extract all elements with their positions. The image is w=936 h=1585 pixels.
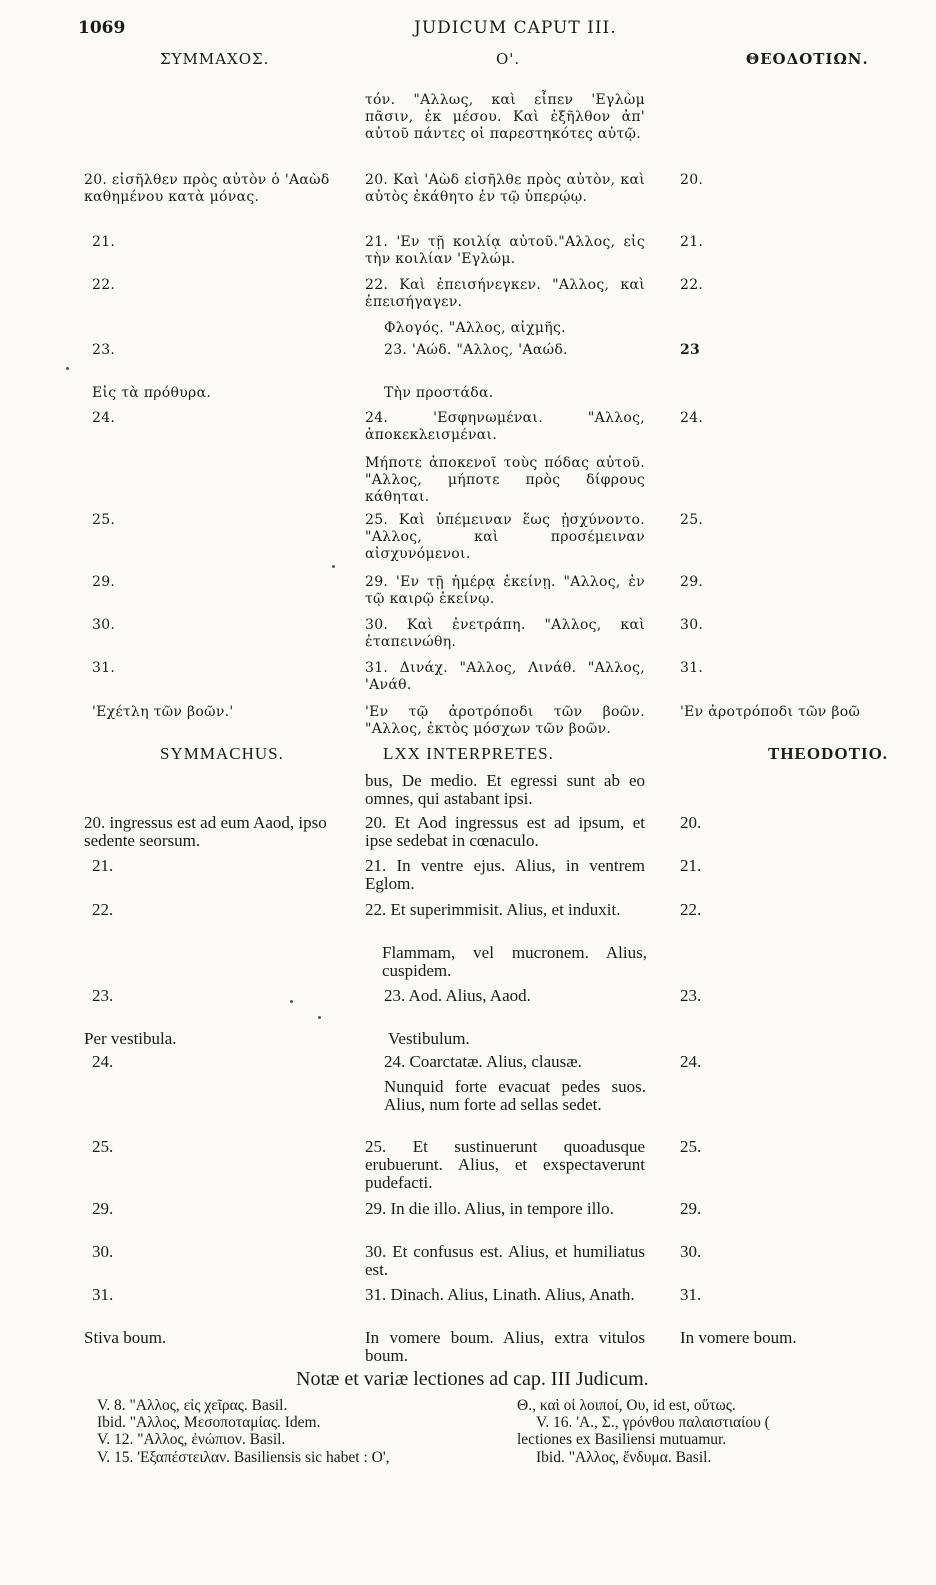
greek-left-cell: 21.: [92, 234, 116, 250]
ink-speck: [318, 1016, 321, 1019]
latin-center-cell: 21. In ventre ejus. Alius, in ventrem Eglom.: [365, 856, 645, 893]
latin-center-cell: 30. Et confusus est. Alius, et humiliatus est.: [365, 1242, 645, 1279]
greek-center-cell: 22. Καὶ ἐπεισήνεγκεν. "Αλλος, καὶ ἐπεισήγαγεν.: [365, 277, 645, 310]
ink-speck: [332, 565, 335, 568]
greek-center-cell: 29. 'Εν τῇ ἡμέρᾳ ἐκείνῃ. "Αλλος, ἐν τῷ καιρῷ ἐκείνῳ.: [365, 574, 645, 607]
greek-right-cell: 23: [680, 342, 701, 358]
column-head-theodotion-greek: ΘΕΟΔΟΤΙΩΝ.: [746, 50, 869, 68]
ink-speck: [66, 367, 69, 370]
latin-center-cell: bus, De medio. Et egressi sunt ab eo omnes, qui astabant ipsi.: [365, 771, 645, 808]
greek-left-cell: Εἰς τὰ πρόθυρα.: [92, 385, 212, 401]
ink-speck: [290, 1000, 293, 1003]
latin-right-cell: 29.: [680, 1199, 702, 1218]
greek-right-cell: 24.: [680, 410, 704, 426]
greek-left-cell: 24.: [92, 410, 116, 426]
greek-right-cell: 21.: [680, 234, 704, 250]
greek-center-cell: 'Εν τῷ ἀροτρόποδι τῶν βοῶν. "Αλλος, ἐκτὸς μόσχων τῶν βοῶν.: [365, 704, 645, 737]
page-number: 1069: [78, 18, 126, 38]
note-line: Θ., καὶ οἱ λοιποί, Ου, id est, οὕτως.: [517, 1397, 736, 1414]
note-line: Ibid. "Αλλος, ἔνδυμα. Basil.: [536, 1449, 712, 1466]
latin-right-cell: 25.: [680, 1137, 702, 1156]
greek-center-cell: τόν. "Αλλως, καὶ εἶπεν 'Εγλὼμ πᾶσιν, ἐκ μέσου. Καὶ ἐξῆλθον ἀπ' αὐτοῦ πάντες οἱ παρεστηκότες αὐτῷ.: [365, 92, 645, 142]
greek-left-cell: 20. εἰσῆλθεν πρὸς αὐτὸν ὁ 'Ααὼδ καθημένου κατὰ μόνας.: [84, 172, 330, 205]
latin-left-cell: 20. ingressus est ad eum Aaod, ipso sedente seorsum.: [84, 813, 327, 850]
greek-left-cell: 31.: [92, 660, 116, 676]
greek-center-cell: Τὴν προστάδα.: [384, 385, 494, 401]
column-head-septuagint-greek: Ο'.: [496, 50, 521, 68]
greek-center-cell: 24. 'Εσφηνωμέναι. "Αλλος, ἀποκεκλεισμέναι.: [365, 410, 645, 443]
latin-center-cell: Flammam, vel mucronem. Alius, cuspidem.: [382, 943, 647, 980]
latin-left-cell: Per vestibula.: [84, 1029, 177, 1048]
greek-center-cell: 23. 'Αώδ. "Αλλος, 'Ααώδ.: [384, 342, 568, 358]
greek-right-cell: 30.: [680, 617, 704, 633]
latin-left-cell: 24.: [92, 1052, 114, 1071]
greek-right-cell: 20.: [680, 172, 704, 188]
greek-left-cell: 30.: [92, 617, 116, 633]
column-head-theodotion-latin: THEODOTIO.: [768, 744, 889, 763]
note-line: V. 15. 'Εξαπέστειλαν. Basiliensis sic habet : Ο',: [97, 1449, 390, 1466]
column-head-symmachus-greek: ΣΥΜΜΑΧΟΣ.: [160, 50, 270, 68]
latin-right-cell: In vomere boum.: [680, 1328, 797, 1347]
latin-left-cell: 30.: [92, 1242, 114, 1261]
latin-center-cell: 20. Et Aod ingressus est ad ipsum, et ipse sedebat in cœnaculo.: [365, 813, 645, 850]
column-head-symmachus-latin: SYMMACHUS.: [160, 744, 284, 763]
latin-center-cell: 31. Dinach. Alius, Linath. Alius, Anath.: [365, 1285, 635, 1304]
greek-right-cell: 'Εν ἀροτρόποδι τῶν βοῶ: [680, 704, 861, 720]
latin-center-cell: Nunquid forte evacuat pedes suos. Alius, num forte ad sellas sedet.: [384, 1077, 646, 1114]
greek-center-cell: Μήποτε ἀποκενοῖ τοὺς πόδας αὐτοῦ. "Αλλος, μήποτε πρὸς δίφρους κάθηται.: [365, 455, 645, 505]
latin-left-cell: 31.: [92, 1285, 114, 1304]
greek-right-cell: 29.: [680, 574, 704, 590]
greek-center-cell: 31. Δινάχ. "Αλλος, Λινάθ. "Αλλος, 'Ανάθ.: [365, 660, 645, 693]
greek-center-cell: 21. 'Εν τῇ κοιλίᾳ αὐτοῦ."Αλλος, εἰς τὴν κοιλίαν 'Εγλώμ.: [365, 234, 645, 267]
note-line: Ibid. "Αλλος, Μεσοποταμίας. Idem.: [97, 1414, 321, 1431]
latin-right-cell: 21.: [680, 856, 702, 875]
latin-left-cell: Stiva boum.: [84, 1328, 167, 1347]
latin-center-cell: 23. Aod. Alius, Aaod.: [384, 986, 531, 1005]
latin-left-cell: 29.: [92, 1199, 114, 1218]
latin-right-cell: 24.: [680, 1052, 702, 1071]
greek-center-cell: 30. Καὶ ἐνετράπη. "Αλλος, καὶ ἐταπεινώθη.: [365, 617, 645, 650]
greek-center-cell: 20. Καὶ 'Αὼδ εἰσῆλθε πρὸς αὐτὸν, καὶ αὐτὸς ἐκάθητο ἐν τῷ ὑπερῴῳ.: [365, 172, 645, 205]
latin-center-cell: 29. In die illo. Alius, in tempore illo.: [365, 1199, 614, 1218]
column-head-septuagint-latin: LXX INTERPRETES.: [383, 744, 554, 763]
notes-title: Notæ et variæ lectiones ad cap. III Judicum.: [296, 1368, 649, 1390]
latin-center-cell: 25. Et sustinuerunt quoadusque erubuerunt. Alius, et exspectaverunt pudefacti.: [365, 1137, 645, 1192]
note-line: V. 8. "Αλλος, εἰς χεῖρας. Basil.: [97, 1397, 288, 1414]
greek-right-cell: 22.: [680, 277, 704, 293]
latin-center-cell: Vestibulum.: [388, 1029, 470, 1048]
latin-right-cell: 30.: [680, 1242, 702, 1261]
note-line: V. 12. "Αλλος, ἐνώπιον. Basil.: [97, 1431, 286, 1448]
latin-right-cell: 31.: [680, 1285, 702, 1304]
latin-center-cell: In vomere boum. Alius, extra vitulos boum.: [365, 1328, 645, 1365]
running-title: JUDICUM CAPUT III.: [414, 18, 617, 38]
greek-center-cell: 25. Καὶ ὑπέμειναν ἕως ᾐσχύνοντο. "Αλλος, καὶ προσέμειναν αἰσχυνόμενοι.: [365, 512, 645, 562]
greek-right-cell: 25.: [680, 512, 704, 528]
latin-left-cell: 22.: [92, 900, 114, 919]
latin-right-cell: 22.: [680, 900, 702, 919]
greek-left-cell: 29.: [92, 574, 116, 590]
latin-center-cell: 22. Et superimmisit. Alius, et induxit.: [365, 900, 621, 919]
latin-left-cell: 25.: [92, 1137, 114, 1156]
note-line: lectiones ex Basiliensi mutuamur.: [517, 1431, 727, 1448]
greek-left-cell: 25.: [92, 512, 116, 528]
latin-left-cell: 23.: [92, 986, 114, 1005]
greek-left-cell: 'Εχέτλη τῶν βοῶν.': [92, 704, 234, 720]
greek-right-cell: 31.: [680, 660, 704, 676]
greek-left-cell: 23.: [92, 342, 116, 358]
note-line: V. 16. 'Α., Σ., γρόνθου παλαιστιαίου (: [536, 1414, 770, 1431]
greek-center-cell: Φλογός. "Αλλος, αἰχμῆς.: [384, 320, 566, 336]
latin-right-cell: 20.: [680, 813, 702, 832]
greek-left-cell: 22.: [92, 277, 116, 293]
latin-left-cell: 21.: [92, 856, 114, 875]
latin-right-cell: 23.: [680, 986, 702, 1005]
latin-center-cell: 24. Coarctatæ. Alius, clausæ.: [384, 1052, 582, 1071]
